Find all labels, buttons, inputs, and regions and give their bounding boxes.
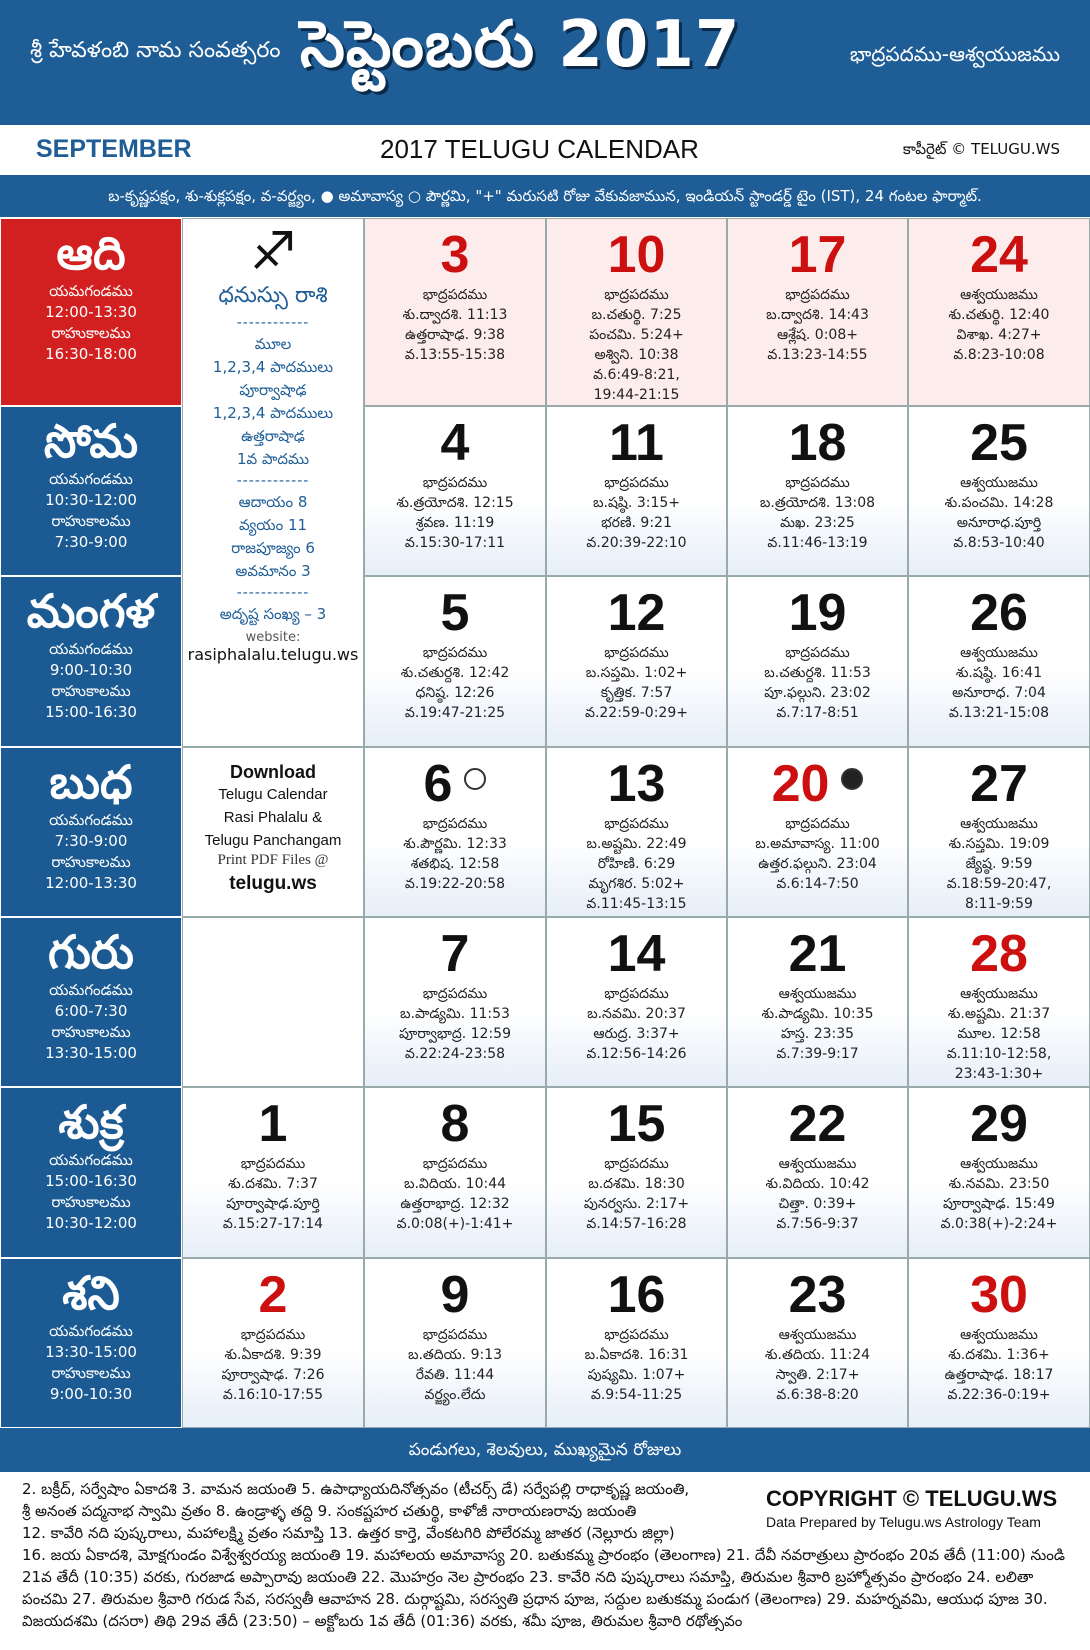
date-detail: బ.షష్ఠి. 3:15+ [593,495,680,511]
date-detail: బ.సప్తమి. 1:02+ [585,665,688,682]
date-detail: వ.13:23-14:55 [767,347,868,363]
date-detail: శు.చతుర్దశి. 12:42 [400,665,510,682]
date-detail: వ.11:46-13:19 [767,535,868,551]
date-detail: శు.పాడ్యమి. 10:35 [761,1005,874,1022]
nakshatra-line: పూర్వాషాఢ [239,381,307,399]
date-cell-15[interactable] [546,1087,727,1257]
yamagandam-time: 10:30-12:00 [45,491,137,509]
date-detail: వ.22:24-23:58 [404,1045,506,1062]
date-detail: అనూరాధ.పూర్తి [956,515,1042,531]
date-number: 4 [440,414,470,472]
income-line: ఆదాయం 8 [238,493,308,511]
date-number: 29 [970,1095,1028,1154]
date-cell-30[interactable] [908,1258,1090,1428]
divider: ------------ [236,585,310,601]
date-detail: బ.చతుర్థి. 7:25 [591,307,682,323]
date-number: 14 [607,924,666,983]
festival-paragraph: 16. జయ ఏకాదశి, మోక్షగుండం విశ్వేశ్వరయ్య జయంతి 19. మహాలయ అమావాస్య 20. బతుకమ్మ ప్రారంభం (తెలంగాణ) 21. దేవీ నవరాత్రులు ప్రారంభం 20వ తేదీ (11:00) నుండి 21వ తేదీ (10:35) వరకు, గురజాడ అప్పారావు జయంతి 22. మొహర్రం నెల ప్రారంభం 23. కావేరి నది పుష్కరాలు సమాప్తి, తిరుమల శ్రీవారి బ్రహ్మోత్సవం ప్రారంభం 24. లలితా పంచమి 27. తిరుమల శ్రీవారి గరుడ సేవ, సరస్వతీ ఆవాహన 28. దుర్గాష్టమి, సరస్వతి ప్రధాన పూజ, సద్దుల బతుకమ్మ పండుగ (తెలంగాణ) 29. మహర్నవమి, ఆయుధ పూజ 30. విజయదశమి (దసరా) తిథి 29వ తేదీ (23:50) – అక్టోబరు 1వ తేదీ (01:36) వరకు, శమీ పూజ, తిరుమల శ్రీవారి రథోత్సవం [22,1546,1065,1630]
yamagandam-label: యమగండము [49,810,133,829]
download-line: Print PDF Files @ [217,851,329,868]
lucky-number: అదృష్ట సంఖ్య – 3 [219,605,327,623]
yamagandam-time: 9:00-10:30 [49,661,133,680]
date-detail: భాద్రపదము [422,1156,488,1173]
date-detail: భాద్రపదము [604,1326,669,1343]
festivals-heading: పండుగలు, శెలవులు, ముఖ్యమైన రోజులు [0,1428,1090,1472]
yamagandam-time: 12:00-13:30 [45,303,137,321]
full-moon-icon [464,768,486,790]
date-detail: ఆశ్వయుజము [960,475,1038,491]
date-detail: భాద్రపదము [422,645,488,662]
date-detail: వ.13:21-15:08 [948,705,1050,722]
date-detail: ధనిష్ఠ. 12:26 [415,685,495,702]
rahukalam-label: రాహుకాలము [51,324,131,342]
date-number: 5 [440,584,470,643]
calendar-title: 2017 TELUGU CALENDAR [380,134,699,164]
header-bar [0,0,1090,125]
date-detail: భాద్రపదము [240,1326,306,1343]
date-detail: భరణి. 9:21 [601,515,672,531]
date-detail: మఖ. 23:25 [780,515,855,531]
date-number: 7 [440,924,470,983]
date-cell-22[interactable] [727,1087,908,1257]
date-number: 17 [788,226,847,284]
date-cell-3[interactable] [364,218,546,406]
rahukalam-time: 10:30-12:00 [45,1214,137,1233]
date-detail: వ.15:30-17:11 [404,535,506,551]
date-cell-11[interactable] [546,406,727,576]
date-detail: వ.11:10-12:58, [946,1045,1052,1062]
date-detail: ఆశ్వయుజము [960,645,1038,662]
date-detail: బ.నవమి. 20:37 [587,1005,686,1022]
date-detail: ఆశ్వయుజము [778,1326,857,1343]
sagittarius-icon: ♐ [249,222,297,282]
date-number: 9 [440,1265,470,1324]
date-detail: భాద్రపదము [604,985,669,1002]
date-number: 18 [788,414,847,472]
date-detail: వ.7:17-8:51 [776,705,859,722]
yamagandam-time: 6:00-7:30 [54,1001,128,1020]
yamagandam-time: 7:30-9:00 [54,831,128,850]
avamanam-line: అవమానం 3 [235,562,311,580]
date-number: 12 [607,584,666,643]
date-detail: ఉత్తరాషాఢ. 9:38 [405,327,505,343]
yamagandam-label: యమగండము [49,470,133,488]
date-number: 26 [970,584,1028,643]
date-cell-20[interactable] [727,747,908,917]
date-detail: పంచమి. 5:24+ [589,327,684,343]
weekday-name: గురు [48,924,134,979]
date-detail: బ.త్రయోదశి. 13:08 [759,495,876,511]
date-cell-2[interactable] [182,1258,364,1428]
date-detail: ఆశ్వయుజము [960,815,1038,832]
website-link[interactable]: rasiphalalu.telugu.ws [187,645,359,664]
download-panel[interactable] [182,747,364,917]
date-cell-7[interactable] [364,917,546,1087]
weekday-name: మంగళ [26,584,156,639]
date-cell-29[interactable] [908,1087,1090,1257]
date-detail: వర్జ్యం.లేదు [424,1386,486,1403]
festival-paragraph: 12. కావేరి నది పుష్కరాలు, మహాలక్ష్మి వ్రతం సమాప్తి 13. ఉత్తర కార్తె, వేంకటగిరి పోలేరమ్మ జాతర (నెల్లూరు జిల్లా) [22,1524,675,1542]
date-detail: ఆశ్వయుజము [960,1156,1038,1173]
date-detail: శు.ఏకాదశి. 9:39 [224,1346,322,1363]
calendar-grid [0,218,1090,1428]
date-detail: వ.18:59-20:47, [946,875,1052,892]
date-number: 11 [609,414,664,472]
date-detail: వ.0:38(+)-2:24+ [940,1216,1058,1233]
date-detail: చిత్తా. 0:39+ [778,1196,857,1213]
date-detail: వ.0:08(+)-1:41+ [396,1216,514,1233]
month-label: SEPTEMBER [36,135,192,163]
date-detail: వ.7:39-9:17 [776,1045,859,1062]
rahukalam-time: 9:00-10:30 [49,1384,133,1403]
rahukalam-label: రాహుకాలము [51,852,131,871]
date-cell-24[interactable] [908,218,1090,406]
date-detail: వ.15:27-17:14 [222,1216,324,1233]
date-number: 25 [970,414,1028,472]
date-number: 22 [788,1095,847,1154]
date-detail: హస్త. 23:35 [780,1025,855,1042]
date-detail: కృత్తిక. 7:57 [600,685,673,702]
date-number: 16 [607,1265,666,1324]
subheader [0,125,1090,175]
rahukalam-time: 13:30-15:00 [45,1043,137,1062]
date-detail: శు.నవమి. 23:50 [948,1176,1050,1193]
date-detail: ఆశ్వయుజము [960,287,1038,303]
date-detail: భాద్రపదము [785,815,850,832]
download-site-link[interactable]: telugu.ws [229,872,317,894]
copyright-main: COPYRIGHT © TELUGU.WS [766,1486,1058,1511]
date-detail: వ.20:39-22:10 [586,535,687,551]
date-detail: భాద్రపదము [422,1326,488,1343]
date-cell-9[interactable] [364,1258,546,1428]
date-detail: వ.16:10-17:55 [222,1386,324,1403]
yamagandam-label: యమగండము [49,1151,133,1170]
date-detail: భాద్రపదము [785,287,850,303]
date-detail: భాద్రపదము [785,645,850,662]
date-detail: భాద్రపదము [604,815,669,832]
weekday-name: సోమ [43,414,139,468]
date-number: 23 [788,1265,847,1324]
rasi-name: ధనుస్సు రాశి [218,283,328,308]
date-detail: శు.పంచమి. 14:28 [944,495,1054,511]
date-detail: భాద్రపదము [422,287,488,303]
date-detail: ఉత్తరాషాఢ. 18:17 [944,1366,1054,1383]
date-cell-23[interactable] [727,1258,908,1428]
festival-paragraph: శ్రీ అనంత పద్మనాభ స్వామి వ్రతం 8. ఉండ్రాళ్ళ తద్ది 9. సంకష్టహర చతుర్థి, కాళోజీ నారాయణరావు జయంతి [22,1502,637,1520]
date-number: 30 [970,1265,1028,1324]
rahukalam-time: 12:00-13:30 [45,873,137,892]
date-detail: భాద్రపదము [604,1156,669,1173]
weekday-sunday [0,218,182,406]
date-detail: స్వాతి. 2:17+ [775,1366,860,1383]
date-detail: శు.అష్టమి. 21:37 [947,1005,1051,1022]
date-detail: రేవతి. 11:44 [415,1366,495,1383]
date-detail: బ.ఏకాదశి. 16:31 [584,1346,689,1363]
date-detail: వ.9:54-11:25 [590,1386,683,1403]
date-detail: రోహిణి. 6:29 [597,855,676,872]
copyright-box [750,1474,1080,1546]
date-detail: ఆశ్వయుజము [778,1156,857,1173]
date-detail: బ.అష్టమి. 22:49 [586,835,687,852]
date-detail: భాద్రపదము [422,475,488,491]
date-detail: భాద్రపదము [604,645,669,662]
empty-cell [182,917,364,1087]
yamagandam-label: యమగండము [49,282,133,300]
nakshatra-line: 1,2,3,4 పాదములు [212,404,334,422]
date-number: 27 [970,754,1028,813]
date-cell-1[interactable] [182,1087,364,1257]
date-cell-19[interactable] [727,576,908,746]
download-title: Download [230,761,316,782]
nakshatra-line: ఉత్తరాషాఢ [241,427,305,445]
date-detail: విశాఖ. 4:27+ [956,327,1042,343]
weekday-name: ఆది [56,226,126,280]
date-detail: శ్రవణ. 11:19 [415,515,495,531]
date-detail: భాద్రపదము [785,475,850,491]
yamagandam-label: యమగండము [49,640,133,659]
date-cell-26[interactable] [908,576,1090,746]
weekday-thursday [0,917,182,1087]
date-detail: వ.8:23-10:08 [953,347,1045,363]
date-detail: మృగశిర. 5:02+ [588,875,685,892]
date-cell-21[interactable] [727,917,908,1087]
date-detail: ఉత్తరాభాద్ర. 12:32 [400,1196,510,1213]
date-detail: వ.19:47-21:25 [404,705,506,722]
date-number: 10 [607,226,666,284]
date-number: 3 [440,226,470,284]
weekday-friday [0,1087,182,1257]
date-detail: పూ.ఫల్గుని. 23:02 [764,685,871,702]
expense-line: వ్యయం 11 [238,516,308,534]
nakshatra-line: 1వ పాదము [236,450,310,468]
copyright-label: కాపీరైట్ © TELUGU.WS [902,140,1060,158]
weekday-name: బుధ [49,754,133,809]
rahukalam-label: రాహుకాలము [51,1022,131,1041]
date-cell-5[interactable] [364,576,546,746]
yamagandam-label: యమగండము [49,980,133,999]
date-number: 15 [607,1095,666,1154]
date-detail: భాద్రపదము [240,1156,306,1173]
date-detail: వ.6:38-8:20 [776,1386,859,1403]
date-cell-17[interactable] [727,218,908,406]
date-number: 20 [771,754,830,813]
date-detail: బ.దశమి. 18:30 [588,1176,685,1193]
year-name: శ్రీ హేవళంబి నామ సంవత్సరం [30,38,281,63]
date-detail: పునర్వసు. 2:17+ [583,1196,690,1213]
rahukalam-time: 7:30-9:00 [54,533,128,551]
date-detail: వ.14:57-16:28 [586,1216,687,1233]
date-detail: భాద్రపదము [422,985,488,1002]
date-detail: వ.11:45-13:15 [586,895,687,912]
divider: ------------ [236,315,310,331]
date-cell-8[interactable] [364,1087,546,1257]
date-detail: ఆశ్వయుజము [960,1326,1038,1343]
date-detail: శు.పౌర్ణమి. 12:33 [403,835,507,852]
date-detail: బ.విదియ. 10:44 [403,1176,507,1193]
weekday-name: శని [62,1265,120,1320]
date-detail: 23:43-1:30+ [954,1065,1044,1082]
date-cell-4[interactable] [364,406,546,576]
date-detail: పూర్వాషాఢ. 15:49 [943,1196,1055,1213]
nakshatra-line: 1,2,3,4 పాదములు [212,358,334,376]
date-detail: పూర్వాషాఢ.పూర్తి [226,1196,320,1213]
date-detail: పూర్వాభాద్ర. 12:59 [399,1025,511,1042]
date-detail: ఆరుద్ర. 3:37+ [593,1025,680,1042]
date-detail: బ.పాడ్యమి. 11:53 [400,1005,510,1022]
copyright-sub: Data Prepared by Telugu.ws Astrology Team [766,1514,1041,1530]
yamagandam-label: యమగండము [49,1321,133,1340]
date-detail: వ.6:49-8:21, [593,367,680,383]
date-detail: పూర్వాషాఢ. 7:26 [221,1366,325,1383]
date-detail: ఆశ్వయుజము [778,985,857,1002]
date-detail: పుష్యమి. 1:07+ [587,1366,686,1383]
date-detail: శు.దశమి. 7:37 [228,1176,318,1193]
date-detail: మూల. 12:58 [957,1025,1041,1042]
date-number: 13 [607,754,666,813]
rajapujyam-line: రాజపూజ్యం 6 [231,539,315,557]
date-detail: వ.8:53-10:40 [953,535,1045,551]
weekday-monday [0,406,182,576]
weekday-tuesday [0,576,182,746]
date-detail: బ.అమావాస్య. 11:00 [755,835,880,852]
date-cell-12[interactable] [546,576,727,746]
date-cell-16[interactable] [546,1258,727,1428]
download-line: Telugu Calendar [218,785,328,803]
date-detail: వ.22:36-0:19+ [947,1386,1051,1403]
date-detail: అనూరాధ. 7:04 [952,685,1046,702]
date-cell-10[interactable] [546,218,727,406]
date-detail: శు.విదియ. 10:42 [765,1176,870,1193]
date-detail: భాద్రపదము [422,815,488,832]
date-detail: 8:11-9:59 [965,895,1033,912]
date-detail: శు.షష్ఠి. 16:41 [955,665,1043,682]
date-number: 28 [970,924,1028,983]
date-cell-14[interactable] [546,917,727,1087]
date-detail: శు.దశమి. 1:36+ [948,1346,1050,1363]
weekday-name: శుక్ర [58,1095,124,1150]
date-number: 19 [788,584,847,643]
date-detail: బ.ద్వాదశి. 14:43 [766,307,869,323]
date-cell-13[interactable] [546,747,727,917]
date-detail: శతభిష. 12:58 [410,855,500,872]
divider: ------------ [236,473,310,489]
date-detail: 19:44-21:15 [593,387,680,403]
rahukalam-label: రాహుకాలము [51,1193,131,1212]
date-cell-27[interactable] [908,747,1090,917]
date-detail: ఆశ్లేష. 0:08+ [777,327,858,343]
date-detail: శు.చతుర్థి. 12:40 [948,307,1050,323]
date-detail: వ.19:22-20:58 [404,875,506,892]
date-detail: భాద్రపదము [604,475,669,491]
date-cell-18[interactable] [727,406,908,576]
download-line: Telugu Panchangam [204,831,342,849]
date-detail: బ.చతుర్దశి. 11:53 [764,665,871,682]
date-detail: వ.13:55-15:38 [404,347,506,363]
date-detail: శు.ద్వాదశి. 11:13 [402,307,508,323]
date-detail: భాద్రపదము [604,287,669,303]
yamagandam-time: 15:00-16:30 [45,1172,137,1191]
weekday-saturday [0,1258,182,1428]
rahukalam-label: రాహుకాలము [51,512,131,530]
date-detail: శు.తదియ. 11:24 [764,1346,871,1363]
date-detail: ఆశ్వయుజము [960,985,1038,1002]
rahukalam-label: రాహుకాలము [51,682,131,701]
date-detail: వ.7:56-9:37 [776,1216,859,1233]
page-title: సెప్టెంబరు 2017 [300,8,741,82]
date-detail: శు.సప్తమి. 19:09 [948,835,1050,852]
download-line: Rasi Phalalu & [223,808,323,826]
date-cell-28[interactable] [908,917,1090,1087]
lunar-months: భాద్రపదము-ఆశ్వయుజము [849,42,1060,66]
date-number: 1 [258,1095,288,1154]
date-number: 24 [970,226,1028,284]
date-detail: ఉత్తర.ఫల్గుని. 23:04 [758,855,877,872]
date-detail: వ.22:59-0:29+ [585,705,688,722]
rahukalam-label: రాహుకాలము [51,1363,131,1382]
nakshatra-line: మూల [254,335,292,353]
date-number: 8 [440,1095,470,1154]
rahukalam-time: 15:00-16:30 [45,703,137,722]
date-detail: అశ్విని. 10:38 [594,347,679,363]
date-number: 6 [423,754,453,813]
date-cell-6[interactable] [364,747,546,917]
date-cell-25[interactable] [908,406,1090,576]
rasi-panel [182,218,364,747]
legend-bar: బ-కృష్ణపక్షం, శు-శుక్లపక్షం, వ-వర్జ్యం, ● అమావాస్య ○ పౌర్ణమి, "+" మరుసటి రోజు వేకువజామున, ఇండియన్ స్టాండర్డ్ టైం (IST), 24 గంటల ఫార్మాట్. [0,175,1090,217]
website-label: website: [245,630,301,645]
date-detail: వ.6:14-7:50 [776,875,859,892]
date-number: 21 [788,924,847,983]
weekday-wednesday [0,747,182,917]
date-detail: బ.తదియ. 9:13 [407,1346,503,1363]
yamagandam-time: 13:30-15:00 [45,1342,137,1361]
date-detail: శు.త్రయోదశి. 12:15 [396,495,514,511]
new-moon-icon [841,768,863,790]
date-detail: జ్యేష్ఠ. 9:59 [965,855,1033,872]
date-number: 2 [258,1265,288,1324]
rahukalam-time: 16:30-18:00 [45,345,137,363]
festival-paragraph: 2. బక్రీద్, సర్వేషాం ఏకాదశి 3. వామన జయంతి 5. ఉపాధ్యాయదినోత్సవం (టీచర్స్ డే) సర్వేపల్లి రాధాకృష్ణ జయంతి, [22,1480,690,1498]
date-detail: వ.12:56-14:26 [586,1045,687,1062]
